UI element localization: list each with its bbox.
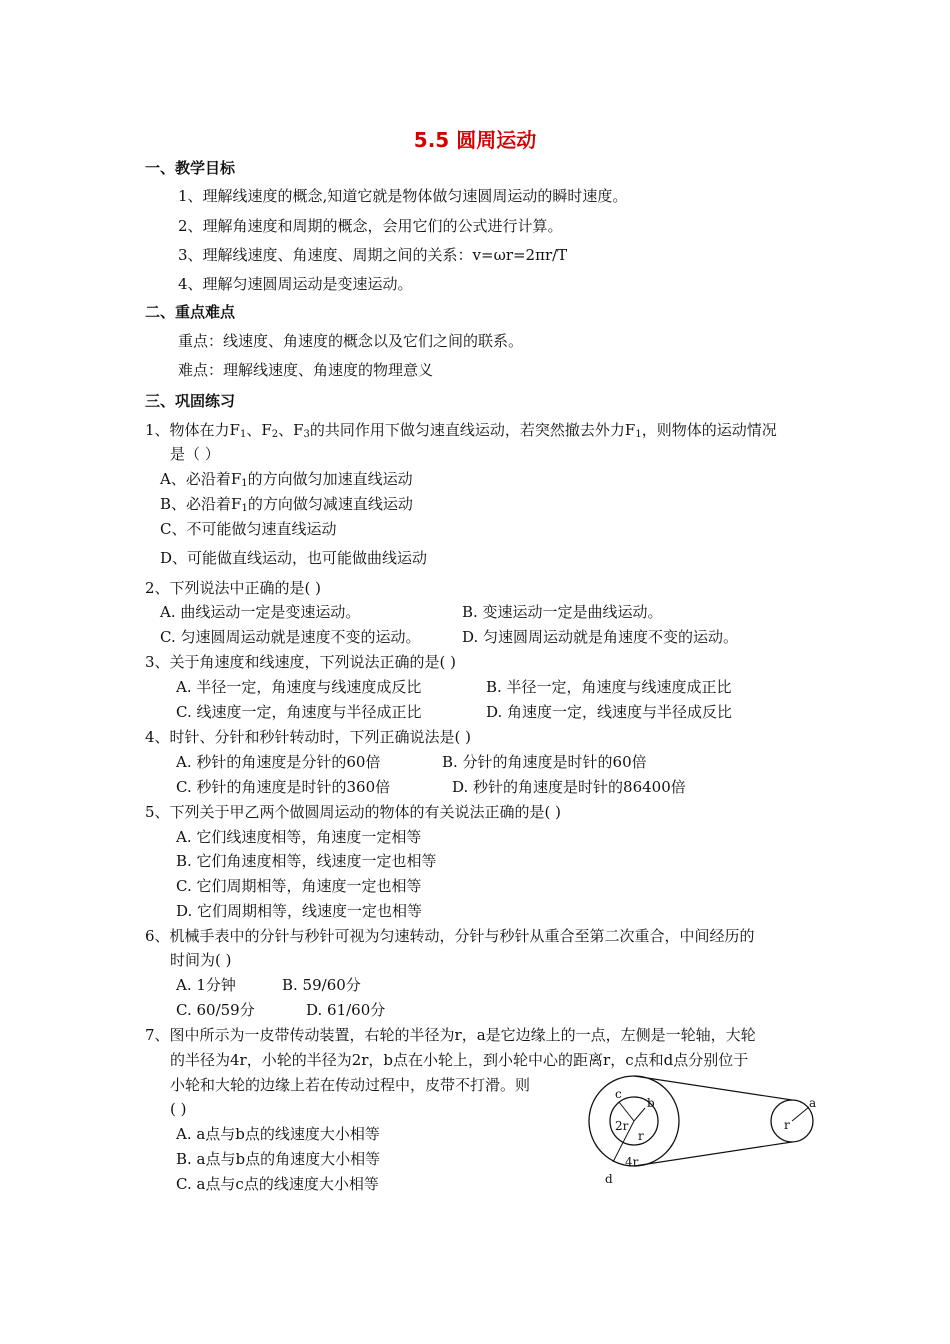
question-3-option-a: A. 半径一定，角速度与线速度成反比 <box>176 678 422 696</box>
question-6-option-d: D. 61/60分 <box>306 1001 386 1019</box>
question-5-option-c: C. 它们周期相等，角速度一定也相等 <box>176 877 422 895</box>
question-5-option-b: B. 它们角速度相等，线速度一定也相等 <box>176 852 437 870</box>
label-b: b <box>647 1096 655 1110</box>
label-r-right: r <box>784 1118 790 1132</box>
objective-item: 3、理解线速度、角速度、周期之间的关系：v=ωr=2πr/T <box>178 246 568 264</box>
question-2-option-a: A. 曲线运动一定是变速运动。 <box>160 603 361 621</box>
belt-bottom <box>634 1142 792 1166</box>
question-6-option-a: A. 1分钟 <box>176 976 236 994</box>
section-key-points-heading: 二、重点难点 <box>145 303 236 321</box>
question-4-option-d: D. 秒针的角速度是时针的86400倍 <box>452 778 686 796</box>
label-r-small: r <box>638 1129 644 1143</box>
section-objectives-heading: 一、教学目标 <box>145 159 236 177</box>
question-3-option-c: C. 线速度一定，角速度与半径成正比 <box>176 703 422 721</box>
question-1-stem: 1、物体在力$F_1$、$F_2$、$F_3$的共同作用下做匀速直线运动，若突然撤去外力$F_1$，则物体的运动情况 <box>145 421 777 440</box>
question-4-stem: 4、时针、分针和秒针转动时，下列正确说法是( ) <box>145 728 472 746</box>
question-3-option-d: D. 角速度一定，线速度与半径成反比 <box>486 703 733 721</box>
key-point-text: 重点：线速度、角速度的概念以及它们之间的联系。 <box>178 332 524 350</box>
label-a: a <box>809 1096 817 1110</box>
question-2-stem: 2、下列说法中正确的是( ) <box>145 579 322 597</box>
question-4-option-c: C. 秒针的角速度是时针的360倍 <box>176 778 391 796</box>
question-4-option-a: A. 秒针的角速度是分针的60倍 <box>176 753 381 771</box>
radius-line-a <box>792 1107 809 1121</box>
question-5-stem: 5、下列关于甲乙两个做圆周运动的物体的有关说法正确的是( ) <box>145 803 562 821</box>
question-7-option-b: B. a点与b点的角速度大小相等 <box>176 1150 381 1168</box>
label-d: d <box>605 1172 613 1186</box>
question-3-stem: 3、关于角速度和线速度，下列说法正确的是( ) <box>145 653 457 671</box>
question-1-option-d: D、可能做直线运动，也可能做曲线运动 <box>160 549 428 567</box>
question-2-option-b: B. 变速运动一定是曲线运动。 <box>462 603 663 621</box>
question-1-option-a: A、必沿着$F_1$的方向做匀加速直线运动 <box>160 470 413 489</box>
question-2-option-c: C. 匀速圆周运动就是速度不变的运动。 <box>160 628 421 646</box>
question-7-stem-cont: 小轮和大轮的边缘上若在传动过程中，皮带不打滑。则 <box>170 1076 531 1094</box>
question-2-option-d: D. 匀速圆周运动就是角速度不变的运动。 <box>462 628 739 646</box>
objective-item: 4、理解匀速圆周运动是变速运动。 <box>178 275 413 293</box>
section-exercises-heading: 三、巩固练习 <box>145 392 236 410</box>
question-1-option-b: B、必沿着$F_1$的方向做匀减速直线运动 <box>160 495 413 514</box>
question-7-option-c: C. a点与c点的线速度大小相等 <box>176 1175 379 1193</box>
difficulty-text: 难点：理解线速度、角速度的物理意义 <box>178 361 434 379</box>
question-6-option-b: B. 59/60分 <box>282 976 361 994</box>
question-7-stem-cont: ( ) <box>170 1100 187 1118</box>
radius-line-b <box>634 1108 645 1121</box>
page-title: 5.5 圆周运动 <box>413 128 537 152</box>
question-6-stem: 6、机械手表中的分针与秒针可视为匀速转动，分针与秒针从重合至第二次重合，中间经历的 <box>145 927 755 945</box>
belt-top <box>634 1076 792 1100</box>
question-1-stem-cont: 是（ ） <box>170 445 220 463</box>
label-c: c <box>615 1087 622 1101</box>
question-7-option-a: A. a点与b点的线速度大小相等 <box>176 1125 380 1143</box>
question-3-option-b: B. 半径一定，角速度与线速度成正比 <box>486 678 732 696</box>
question-4-option-b: B. 分针的角速度是时针的60倍 <box>442 753 647 771</box>
objective-item: 1、理解线速度的概念,知道它就是物体做匀速圆周运动的瞬时速度。 <box>178 187 628 205</box>
label-4r: 4r <box>625 1155 639 1169</box>
question-5-option-a: A. 它们线速度相等，角速度一定相等 <box>176 828 422 846</box>
question-6-stem-cont: 时间为( ) <box>170 951 232 969</box>
question-7-stem: 7、图中所示为一皮带传动装置，右轮的半径为r，a是它边缘上的一点，左侧是一轮轴，大轮 <box>145 1026 756 1044</box>
question-1-option-c: C、不可能做匀速直线运动 <box>160 520 337 538</box>
objective-item: 2、理解角速度和周期的概念，会用它们的公式进行计算。 <box>178 217 563 235</box>
label-2r: 2r <box>615 1119 629 1133</box>
question-6-option-c: C. 60/59分 <box>176 1001 255 1019</box>
belt-drive-diagram <box>585 1070 820 1188</box>
question-5-option-d: D. 它们周期相等，线速度一定也相等 <box>176 902 423 920</box>
question-7-stem-cont: 的半径为4r，小轮的半径为2r，b点在小轮上，到小轮中心的距离r，c点和d点分别位于 <box>170 1051 749 1069</box>
